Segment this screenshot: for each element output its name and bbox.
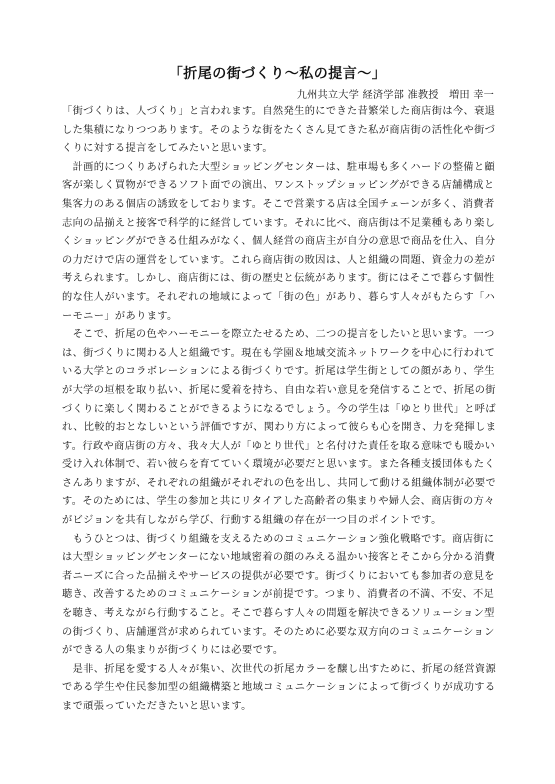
body-line: す。行政や商店街の方々、我々大人が「ゆとり世代」と名付けた責任を取る意味でも暖かい (62, 440, 496, 452)
document-title: 「折尾の街づくり〜私の提言〜」 (168, 66, 387, 82)
body-line: 聴き、改善するためのコミュニケーションが前提です。つまり、消費者の不満、不安、不足 (62, 589, 495, 601)
body-line: くりに対する提言をしてみたいと思います。 (62, 143, 273, 155)
body-line: 考えられます。しかし、商店街には、街の歴史と伝統があります。街にはそこで暮らす個性 (62, 273, 495, 285)
body-line: そこで、折尾の色やハーモニーを際立たせるため、二つの提言をしたいと思います。一つ (62, 329, 495, 341)
body-line: は大型ショッピングセンターにない地域密着の顔のみえる温かい接客とそこから分かる消費 (62, 552, 496, 564)
body-line: の力だけで店の運営をしています。これら商店街の敗因は、人と組織の問題、資金力の差が (62, 254, 496, 266)
body-line: ができる人の集まりが街づくりには必要です。 (62, 645, 284, 657)
body-line: いる大学とのコラボレーションによる街づくりです。折尾は学生街としての顔があり、学生 (62, 366, 495, 378)
body-line: 受け入れ体制で、若い彼らを育てていく環境が必要だと思います。また各種支援団体もたく (62, 459, 496, 471)
body-line: 客が楽しく買物ができるソフト面での演出、ワンストップショッピングができる店舗構成と (62, 180, 495, 192)
body-line: の街づくり、店舗運営が求められています。そのために必要な双方向のコミュニケーション (62, 626, 495, 638)
body-line: した集積になりつつあります。そのような街をたくさん見てきた私が商店街の活性化や街づ (62, 124, 496, 136)
body-line: 志向の品揃えと接客で科学的に経営しています。それに比べ、商店街は不足業種もあり楽し (62, 217, 496, 229)
body-line: さんありますが、それぞれの組織がそれぞれの色を出し、共同して動ける組織体制が必要で (62, 477, 497, 489)
body-line: 計画的につくりあげられた大型ショッピングセンターは、駐車場も多くハードの整備と顧 (62, 161, 496, 173)
body-line: 集客力のある個店の誘致をしております。そこで営業する店は全国チェーンが多く、消費者 (62, 198, 495, 210)
body-line: れ、比較的おとなしいという評価ですが、関わり方によって彼らも心を開き、力を発揮しま (62, 422, 497, 434)
body-line: ーモニー」があります。 (62, 310, 178, 322)
body-line: 者ニーズに合った品揃えやサービスの提供が必要です。街づくりにおいても参加者の意見を (62, 570, 495, 582)
body-line: す。そのためには、学生の参加と共にリタイアした高齢者の集まりや婦人会、商店街の方々 (62, 496, 495, 508)
body-line: が大学の垣根を取り払い、折尾に愛着を持ち、自由な若い意見を発信することで、折尾の街 (62, 384, 496, 396)
body-line: 是非、折尾を愛する人々が集い、次世代の折尾カラーを醸し出すために、折尾の経営資源 (62, 663, 497, 675)
body-line: 的な住人がいます。それぞれの地域によって「街の色」があり、暮らす人々がもたらす「ハ (62, 291, 496, 303)
body-line: くショッピングができる仕組みがなく、個人経営の商店主が自分の意思で商品を仕入、自分 (62, 236, 496, 248)
body-line: づくりに楽しく関わることができるようになるでしょう。今の学生は「ゆとり世代」と呼ば (62, 403, 496, 415)
body-line: がビジョンを共有しながら学び、行動する組織の存在が一つ目のポイントです。 (62, 515, 442, 527)
body-line: まで頑張っていただきたいと思います。 (62, 701, 252, 712)
body-line: は、街づくりに関わる人と組織です。現在も学園＆地域交流ネットワークを中心に行われて (62, 347, 496, 359)
body-line: を聴き、考えながら行動すること。そこで暮らす人々の問題を解決できるソリューション型 (62, 608, 495, 620)
author-line: 九州共立大学 経済学部 准教授 増田 幸一 (296, 90, 494, 101)
body-line: もうひとつは、街づくり組織を支えるためのコミュニケーション強化戦略です。商店街に (62, 533, 495, 545)
body-line: である学生や住民参加型の組織構築と地域コミュニケーションによって街づくりが成功する (62, 682, 496, 694)
body-line: 「街づくりは、人づくり」と言われます。自然発生的にできた昔繁栄した商店街は今、衰退 (62, 106, 496, 117)
document-body (62, 103, 502, 717)
